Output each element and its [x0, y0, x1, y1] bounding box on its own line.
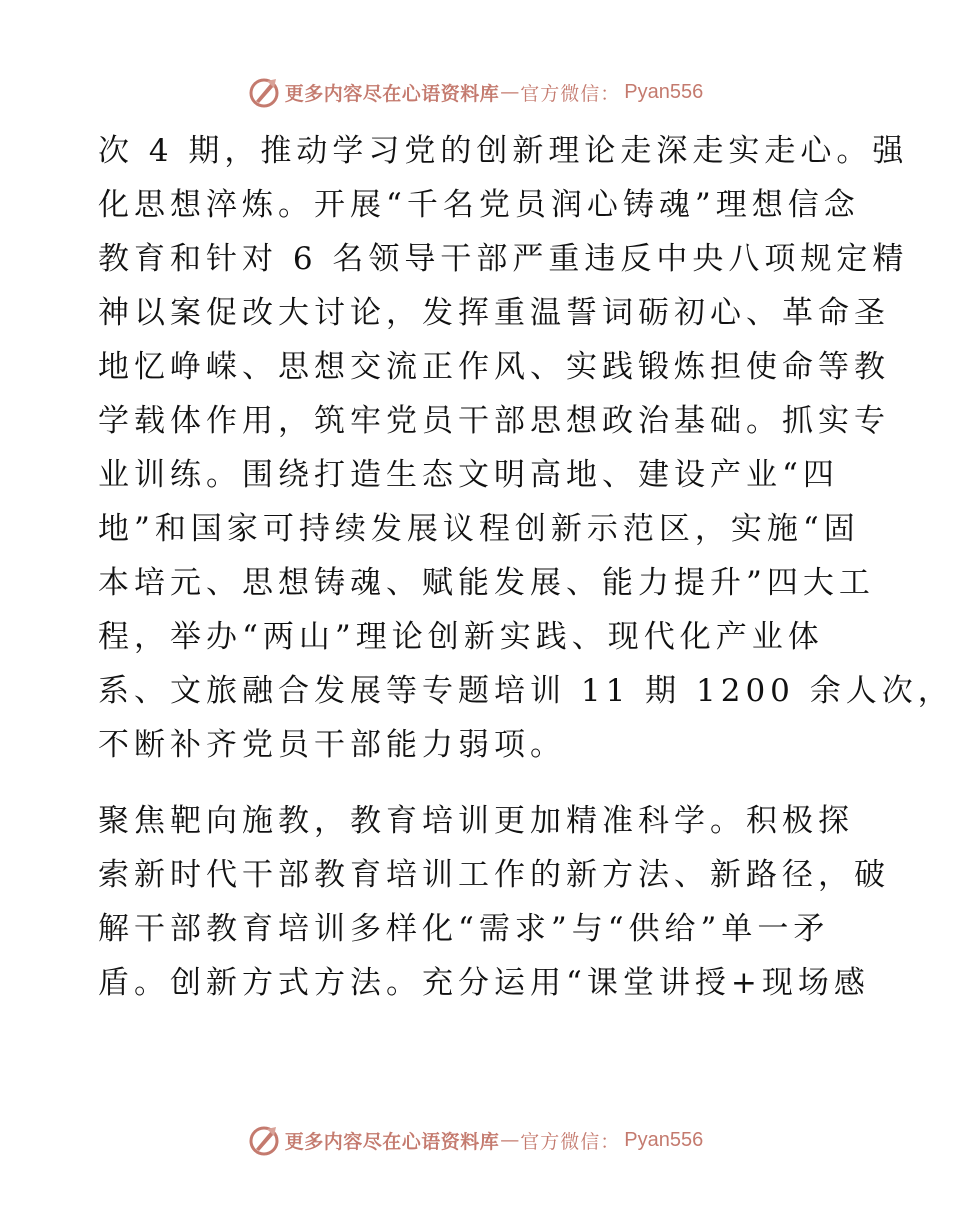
text-line: 地忆峥嵘、思想交流正作风、实践锻炼担使命等教: [98, 349, 890, 385]
text-line: 地”和国家可持续发展议程创新示范区，实施“固: [98, 511, 860, 547]
text-line: 不断补齐党员干部能力弱项。: [98, 727, 566, 763]
text-line: 业训练。围绕打造生态文明高地、建设产业“四: [98, 457, 839, 493]
text-line: 聚焦靶向施教，教育培训更加精准科学。积极探: [98, 803, 854, 839]
text-line: 解干部教育培训多样化“需求”与“供给”单一矛: [98, 911, 830, 947]
watermark-site-name: 更多内容尽在心语资料库: [284, 82, 500, 105]
paragraph-spacer: [98, 772, 850, 794]
paragraph-1: [98, 124, 954, 772]
watermark-header: [0, 72, 950, 112]
quill-pen-circle-icon: [247, 1123, 281, 1157]
text-line: 次 4 期，推动学习党的创新理论走深走实走心。强: [98, 133, 909, 169]
text-line: 化思想淬炼。开展“千名党员润心铸魂”理想信念: [98, 187, 860, 223]
text-line: 学载体作用，筑牢党员干部思想政治基础。抓实专: [98, 403, 890, 439]
text-line: 索新时代干部教育培训工作的新方法、新路径，破: [98, 857, 890, 893]
text-line: 盾。创新方式方法。充分运用“课堂讲授+现场感: [98, 965, 870, 1001]
text-line: 本培元、思想铸魂、赋能发展、能力提升”四大工: [98, 565, 875, 601]
watermark-footer: [0, 1120, 950, 1160]
watermark-handle: Pyan556: [624, 1128, 704, 1151]
text-line: 系、文旅融合发展等专题培训 11 期 1200 余人次，: [98, 673, 954, 709]
text-line: 程，举办“两山”理论创新实践、现代化产业体: [98, 619, 824, 655]
watermark-dash: —: [500, 81, 520, 103]
watermark-dash: —: [500, 1129, 520, 1151]
paragraph-2: [98, 794, 890, 1010]
document-body: [98, 124, 954, 1010]
text-line: 教育和针对 6 名领导干部严重违反中央八项规定精: [98, 241, 909, 277]
watermark-label: 官方微信：: [520, 82, 621, 105]
watermark-label: 官方微信：: [520, 1130, 621, 1153]
text-line: 神以案促改大讨论，发挥重温誓词砺初心、革命圣: [98, 295, 890, 331]
quill-pen-circle-icon: [247, 75, 281, 109]
watermark-site-name: 更多内容尽在心语资料库: [284, 1130, 500, 1153]
watermark-handle: Pyan556: [624, 80, 704, 103]
